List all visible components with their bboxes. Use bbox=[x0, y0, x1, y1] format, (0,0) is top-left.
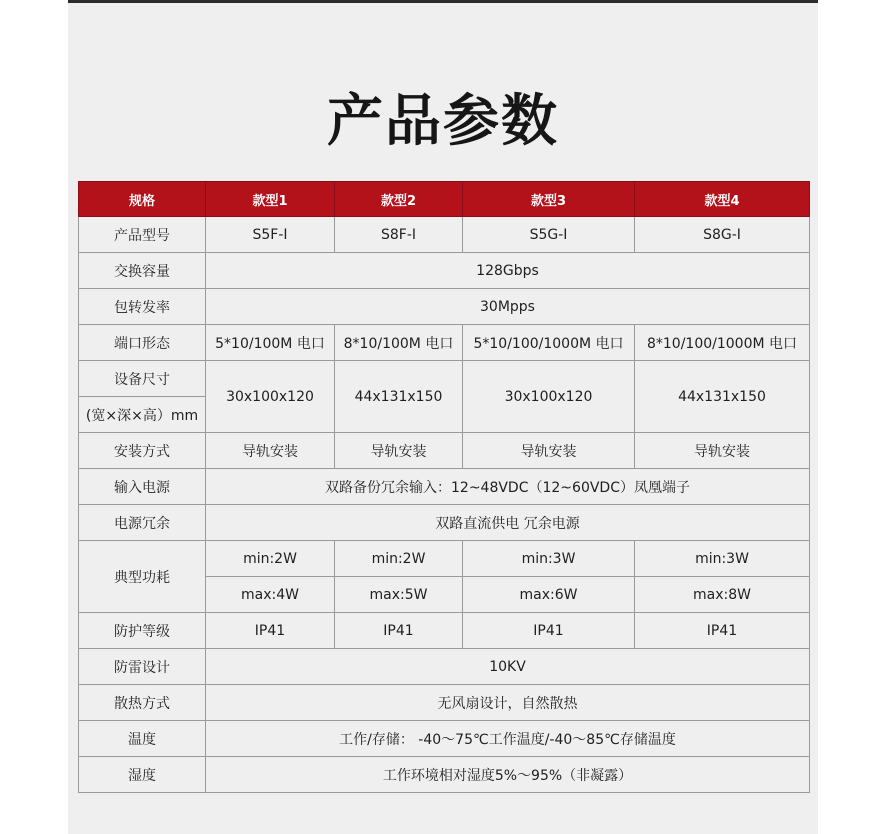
table-row bbox=[79, 253, 810, 289]
cell-protection-4: IP41 bbox=[635, 613, 810, 649]
spec-table bbox=[78, 181, 810, 793]
header-model-3: 款型3 bbox=[463, 182, 635, 217]
cell-humidity: 工作环境相对湿度5%～95%（非凝露） bbox=[206, 757, 810, 793]
table-row bbox=[79, 325, 810, 361]
row-label-forwarding: 包转发率 bbox=[79, 289, 206, 325]
row-label-size: 设备尺寸 bbox=[79, 361, 206, 397]
top-bar bbox=[68, 0, 818, 3]
cell-power-min-1: min:2W bbox=[206, 541, 335, 577]
cell-size-3: 30x100x120 bbox=[463, 361, 635, 433]
table-row bbox=[79, 469, 810, 505]
table-row bbox=[79, 541, 810, 577]
row-label-power-redundancy: 电源冗余 bbox=[79, 505, 206, 541]
cell-size-4: 44x131x150 bbox=[635, 361, 810, 433]
table-row bbox=[79, 649, 810, 685]
cell-power-max-3: max:6W bbox=[463, 577, 635, 613]
table-header-row bbox=[79, 182, 810, 217]
row-label-size-unit: (宽×深×高）mm bbox=[79, 397, 206, 433]
page-title: 产品参数 bbox=[327, 89, 559, 154]
cell-power-max-2: max:5W bbox=[335, 577, 463, 613]
cell-protection-2: IP41 bbox=[335, 613, 463, 649]
cell-input-power: 双路备份冗余输入：12~48VDC（12~60VDC）凤凰端子 bbox=[206, 469, 810, 505]
cell-power-min-2: min:2W bbox=[335, 541, 463, 577]
row-label-input-power: 输入电源 bbox=[79, 469, 206, 505]
cell-cooling: 无风扇设计，自然散热 bbox=[206, 685, 810, 721]
cell-ports-2: 8*10/100M 电口 bbox=[335, 325, 463, 361]
header-model-2: 款型2 bbox=[335, 182, 463, 217]
cell-ports-4: 8*10/100/1000M 电口 bbox=[635, 325, 810, 361]
cell-model-2: S8F-I bbox=[335, 217, 463, 253]
header-spec: 规格 bbox=[79, 182, 206, 217]
row-label-lightning: 防雷设计 bbox=[79, 649, 206, 685]
cell-power-redundancy: 双路直流供电 冗余电源 bbox=[206, 505, 810, 541]
cell-mount-4: 导轨安装 bbox=[635, 433, 810, 469]
table-row bbox=[79, 433, 810, 469]
cell-protection-3: IP41 bbox=[463, 613, 635, 649]
table-row bbox=[79, 721, 810, 757]
cell-ports-1: 5*10/100M 电口 bbox=[206, 325, 335, 361]
row-label-model: 产品型号 bbox=[79, 217, 206, 253]
cell-temperature: 工作/存储： -40～75℃工作温度/-40～85℃存储温度 bbox=[206, 721, 810, 757]
table-row bbox=[79, 361, 810, 397]
table-row bbox=[79, 757, 810, 793]
cell-power-min-4: min:3W bbox=[635, 541, 810, 577]
table-row bbox=[79, 289, 810, 325]
cell-mount-3: 导轨安装 bbox=[463, 433, 635, 469]
cell-ports-3: 5*10/100/1000M 电口 bbox=[463, 325, 635, 361]
cell-protection-1: IP41 bbox=[206, 613, 335, 649]
table-row bbox=[79, 613, 810, 649]
row-label-ports: 端口形态 bbox=[79, 325, 206, 361]
cell-lightning: 10KV bbox=[206, 649, 810, 685]
header-model-4: 款型4 bbox=[635, 182, 810, 217]
row-label-cooling: 散热方式 bbox=[79, 685, 206, 721]
header-model-1: 款型1 bbox=[206, 182, 335, 217]
cell-mount-2: 导轨安装 bbox=[335, 433, 463, 469]
cell-forwarding: 30Mpps bbox=[206, 289, 810, 325]
cell-model-4: S8G-I bbox=[635, 217, 810, 253]
row-label-humidity: 湿度 bbox=[79, 757, 206, 793]
cell-size-1: 30x100x120 bbox=[206, 361, 335, 433]
cell-mount-1: 导轨安装 bbox=[206, 433, 335, 469]
table-row bbox=[79, 505, 810, 541]
cell-model-1: S5F-I bbox=[206, 217, 335, 253]
cell-power-min-3: min:3W bbox=[463, 541, 635, 577]
row-label-temperature: 温度 bbox=[79, 721, 206, 757]
table-row bbox=[79, 217, 810, 253]
row-label-mount: 安装方式 bbox=[79, 433, 206, 469]
cell-capacity: 128Gbps bbox=[206, 253, 810, 289]
row-label-protection: 防护等级 bbox=[79, 613, 206, 649]
row-label-power-consumption: 典型功耗 bbox=[79, 541, 206, 613]
cell-power-max-1: max:4W bbox=[206, 577, 335, 613]
table-row bbox=[79, 685, 810, 721]
row-label-capacity: 交换容量 bbox=[79, 253, 206, 289]
cell-power-max-4: max:8W bbox=[635, 577, 810, 613]
cell-size-2: 44x131x150 bbox=[335, 361, 463, 433]
cell-model-3: S5G-I bbox=[463, 217, 635, 253]
